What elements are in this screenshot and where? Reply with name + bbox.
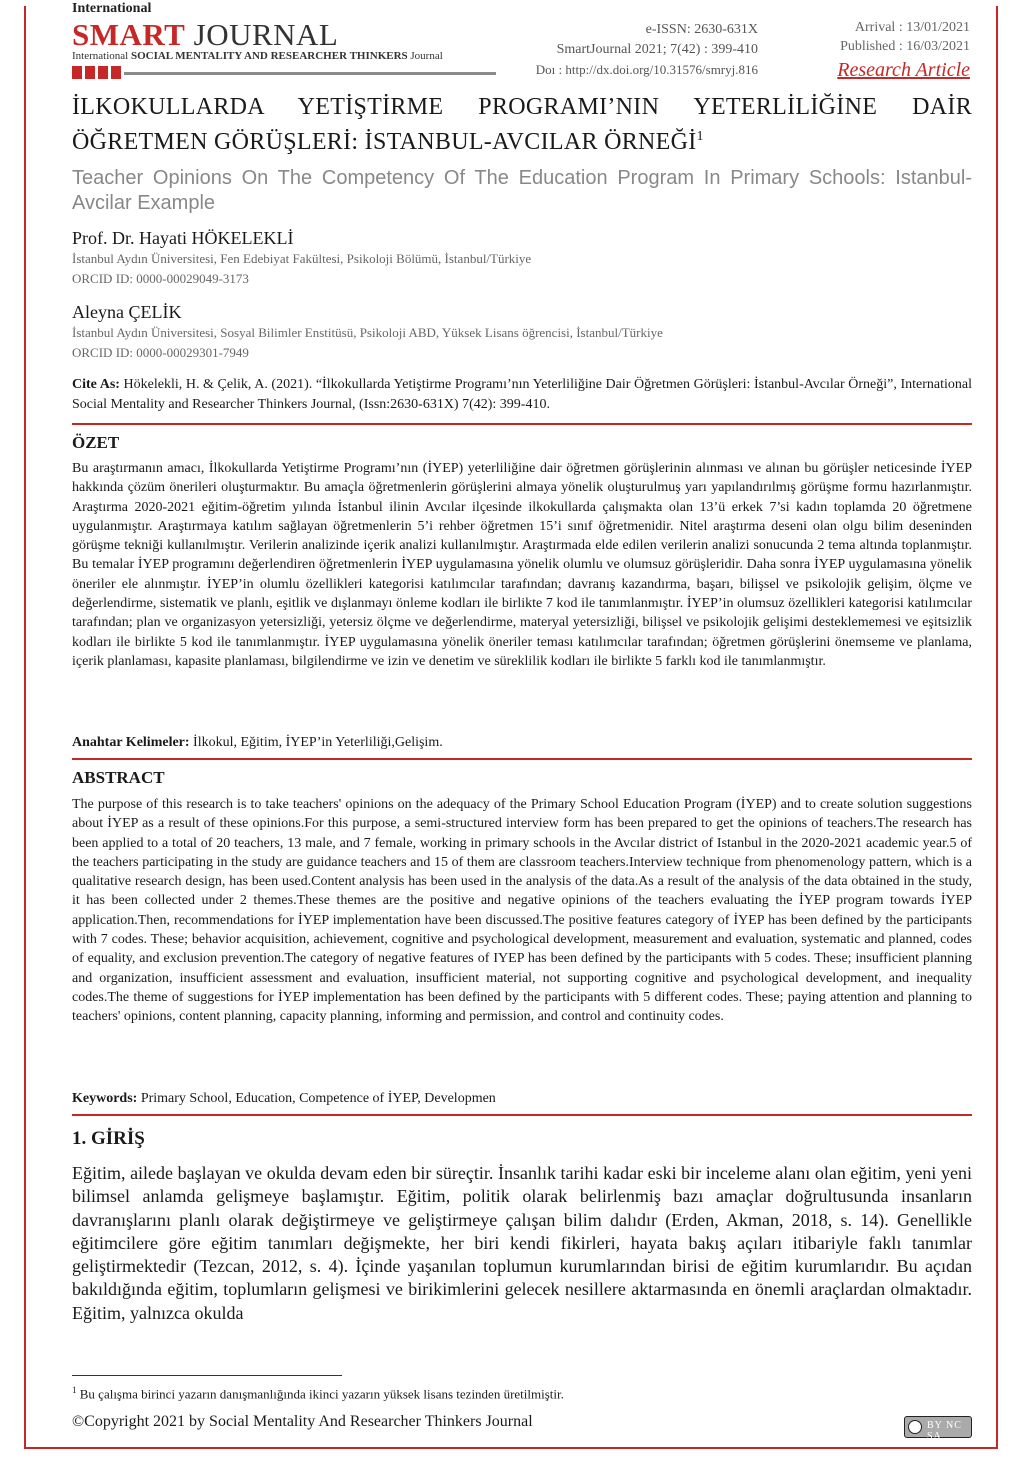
- author-affiliation: İstanbul Aydın Üniversitesi, Sosyal Bilimler Enstitüsü, Psikoloji ABD, Yüksek Lisans öğrencisi, İstanbul/Türkiye: [72, 325, 663, 340]
- journal-logo-bar: [72, 66, 496, 80]
- ozet-body: Bu araştırmanın amacı, İlkokullarda Yetiştirme Programı’nın (İYEP) yeterliliğine dair öğretmen görüşlerinin alınması ve alınan bu görüşler neticesinde İYEP hakkında çözüm önerileri oluşturmaktır. Bu amaçla öğretmenlerin görüşlerini almaya yönelik oluşturulmuş yarı yapılandırılmış görüşme formu hazırlanmıştır. Araştırma 2020-2021 eğitim-öğretim yılında İstanbul ilinin Avcılar ilçesinde ilkokullarda çalışmakta olan 13’ü erkek 7’si kadın toplamda 20 öğretmene uygulanmıştır. Araştırmaya katılım sağlayan öğretmenlerin 5’i rehber öğretmen 15’i sınıf öğretmenidir. Nitel araştırma deseni olan olgu bilim deseninden görüşme tekniği kullanılmıştır. Verilerin analizinde içerik analizi kullanılmıştır. Araştırmada elde edilen verilerin analizi sonucunda 2 tema altında toplanmıştır. Bu temalar İYEP programını değerlendiren öğretmenlerin İYEP uygulamasına yönelik olumlu ve olumsuz görüşleridir. Daha sonra İYEP uygulamasına yönelik öneriler ele alınmıştır. İYEP’in olumlu özellikleri kategorisi katılımcılar tarafından; davranış kazandırma, başarı, bilişsel ve psikolojik gelişim, ölçme ve değerlendirme, sistematik ve planlı, eşitlik ve dışlanmayı önleme kodları ile birlikte 7 kod ile tanımlanmıştır. İYEP’in olumsuz özellikleri kategorisi katılımcılar tarafından; plan ve organizasyon yetersizliği, yetersiz ölçme ve değerlendirme, materyal yetersizliği, bilişsel ve psikolojik gelişimi desteklememesi ve eşitsizlik kodları ile birlikte 5 kod ile tanımlanmıştır. İYEP uygulamasına yönelik öneriler teması katılımcılar tarafından; öğretmen görüşlerini önemseme ve planlama, içerik planlaması, kapasite planlaması, bilgilendirme ve izin ve denetim ve süreklilik kodları ile birlikte 5 farklı kod ile tanımlanmıştır.: [72, 461, 972, 669]
- section-divider: [72, 423, 972, 425]
- eissn: e-ISSN: 2630-631X: [645, 22, 758, 37]
- author-block: [72, 302, 972, 363]
- keywords-text: İlkokul, Eğitim, İYEP’in Yeterliliği,Gelişim.: [189, 735, 443, 750]
- section-divider: [72, 1114, 972, 1116]
- abstract-body: The purpose of this research is to take teachers' opinions on the adequacy of the Primary School Education Program (İYEP) and to create solution suggestions about İYEP as a result of these opinions.For this purpose, a semi-structured interview form has been prepared to get the opinions of teachers.The research has been applied to a total of 20 teachers, 13 male, and 7 female, working in primary schools in the Avcılar district of Istanbul in the 2020-2021 academic year.5 of the teachers participating in the study are guidance teachers and 15 of them are classroom teachers.Interview technique from phenomenology pattern, which is a qualitative research design, has been used.Content analysis has been used in the analysis of the data.As a result of the analysis of the data obtained in the study, it has been collected under 2 themes.These themes are the positive and negative opinions of the teachers evaluating the İYEP program towards İYEP application.Then, recommendations for İYEP implementation have been discussed.The positive features category of İYEP has been defined by the participants with 7 codes. These; behavior acquisition, achievement, cognitive and psychological development, measurement and evaluation, systematic and planned, codes of equality, and exclusion prevention.The category of negative features of IYEP has been defined by the participants with 5 codes. These; insufficient planning and organization, insufficient assessment and evaluation, insufficient material, not supporting cognitive and psychological development, and inequality codes.The theme of suggestions for İYEP implementation has been defined by the participants with 5 different codes. These; paying attention and planning to teachers' opinions, content planning, capacity planning, informing and permission, and control and continuity codes.: [72, 797, 972, 1025]
- issue-info: SmartJournal 2021; 7(42) : 399-410: [556, 42, 758, 57]
- citation: [72, 375, 972, 415]
- intro-heading: 1. GİRİŞ: [72, 1128, 145, 1149]
- abstract-heading: ABSTRACT: [72, 768, 165, 787]
- journal-logo-smart: SMART: [72, 17, 186, 52]
- logo-square: [111, 66, 121, 79]
- logo-square: [98, 66, 108, 79]
- ozet-keywords: [72, 735, 972, 751]
- journal-subtitle-pre: International: [72, 50, 131, 62]
- article-title-en: Teacher Opinions On The Competency Of The Education Program In Primary Schools: Istanbul-Avcilar Example: [72, 167, 972, 214]
- footnote-text: Bu çalışma birinci yazarın danışmanlığında ikinci yazarın yüksek lisans tezinden üretilmiştir.: [76, 1386, 564, 1402]
- doi-link[interactable]: Doı : http://dx.doi.org/10.31576/smryj.816: [535, 62, 758, 77]
- author-block: [72, 228, 972, 289]
- abstract-keywords: [72, 1091, 972, 1107]
- journal-subtitle-main: SOCIAL MENTALITY AND RESEARCHER THINKERS: [130, 50, 408, 62]
- published-date: Published : 16/03/2021: [840, 39, 970, 54]
- journal-logo: [72, 17, 338, 53]
- section-divider: [72, 758, 972, 760]
- journal-subtitle-post: Journal: [407, 50, 443, 62]
- footnote-separator: [72, 1375, 342, 1376]
- copyright: ©Copyright 2021 by Social Mentality And Researcher Thinkers Journal: [72, 1413, 533, 1430]
- author-orcid: ORCID ID: 0000-00029049-3173: [72, 271, 249, 286]
- article-type-link[interactable]: Research Article: [837, 59, 970, 81]
- keywords-label: Anahtar Kelimeler:: [72, 735, 190, 750]
- cc-license-icon[interactable]: [904, 1416, 972, 1442]
- author-affiliation: İstanbul Aydın Üniversitesi, Fen Edebiyat Fakültesi, Psikoloji Bölümü, İstanbul/Türkiye: [72, 251, 532, 266]
- intro-body: Eğitim, ailede başlayan ve okulda devam eden bir süreçtir. İnsanlık tarihi kadar eski bir inceleme alanı olan eğitim, yeni yeni bilimsel anlamda gelişmeye başlamıştır. Eğitim, politik olarak belirlenmiş bazı amaçlar doğrultusunda insanların davranışlarını planlı olarak değiştirmeye ve geliştirmeye çalışan bilim dalıdır (Erden, Akman, 2018, s. 14). Genellikle eğitimcilere göre eğitim tanımları değişmekte, her biri kendi fikirleri, hayata bakış açıları itibariyle faklı tanımlar geliştirmektedir (Tezcan, 2012, s. 4). İçinde yaşanılan toplumun kurumlarından birisi de eğitim kurumlarıdır. Bu açıdan bakıldığında eğitim, toplumların gelişmesi ve birikimlerini gelecek nesillere aktarmasında en önemli araçlardan olmaktadır. Eğitim, yalnızca okulda: [72, 1163, 972, 1323]
- cc-circle-icon: [908, 1420, 922, 1434]
- article-dates: [790, 18, 970, 84]
- journal-logo-journal: JOURNAL: [193, 17, 339, 52]
- footnote-mark: 1: [72, 1385, 77, 1395]
- journal-intl-label: International: [72, 1, 152, 16]
- journal-subtitle: [72, 50, 443, 62]
- keywords-text: Primary School, Education, Competence of İYEP, Developmen: [137, 1091, 496, 1106]
- logo-square: [85, 66, 95, 79]
- author-name: Prof. Dr. Hayati HÖKELEKLİ: [72, 228, 294, 248]
- logo-square: [72, 66, 82, 79]
- journal-meta: [506, 20, 758, 80]
- title-tr-text: İLKOKULLARDA YETİŞTİRME PROGRAMI’NIN YETERLİLİĞİNE DAİR ÖĞRETMEN GÖRÜŞLERİ: İSTANBUL-AVCILAR ÖRNEĞİ: [72, 94, 972, 155]
- ozet-heading: ÖZET: [72, 433, 120, 452]
- article-title-tr: [72, 93, 972, 157]
- logo-bar-line: [124, 72, 496, 75]
- keywords-label: Keywords:: [72, 1091, 138, 1106]
- footnote: [72, 1385, 972, 1402]
- cite-label: Cite As:: [72, 377, 120, 392]
- author-orcid: ORCID ID: 0000-00029301-7949: [72, 345, 249, 360]
- title-footnote-mark[interactable]: 1: [696, 129, 704, 144]
- cc-license-terms: BY NC SA: [927, 1420, 962, 1442]
- arrival-date: Arrival : 13/01/2021: [854, 20, 970, 35]
- author-name: Aleyna ÇELİK: [72, 302, 182, 322]
- cite-text: Hökelekli, H. & Çelik, A. (2021). “İlkokullarda Yetiştirme Programı’nın Yeterliliğine Dair Öğretmen Görüşleri: İstanbul-Avcılar Örneği”, International Social Mentality and Researcher Thinkers Journal, (Issn:2630-631X) 7(42): 399-410.: [72, 377, 972, 412]
